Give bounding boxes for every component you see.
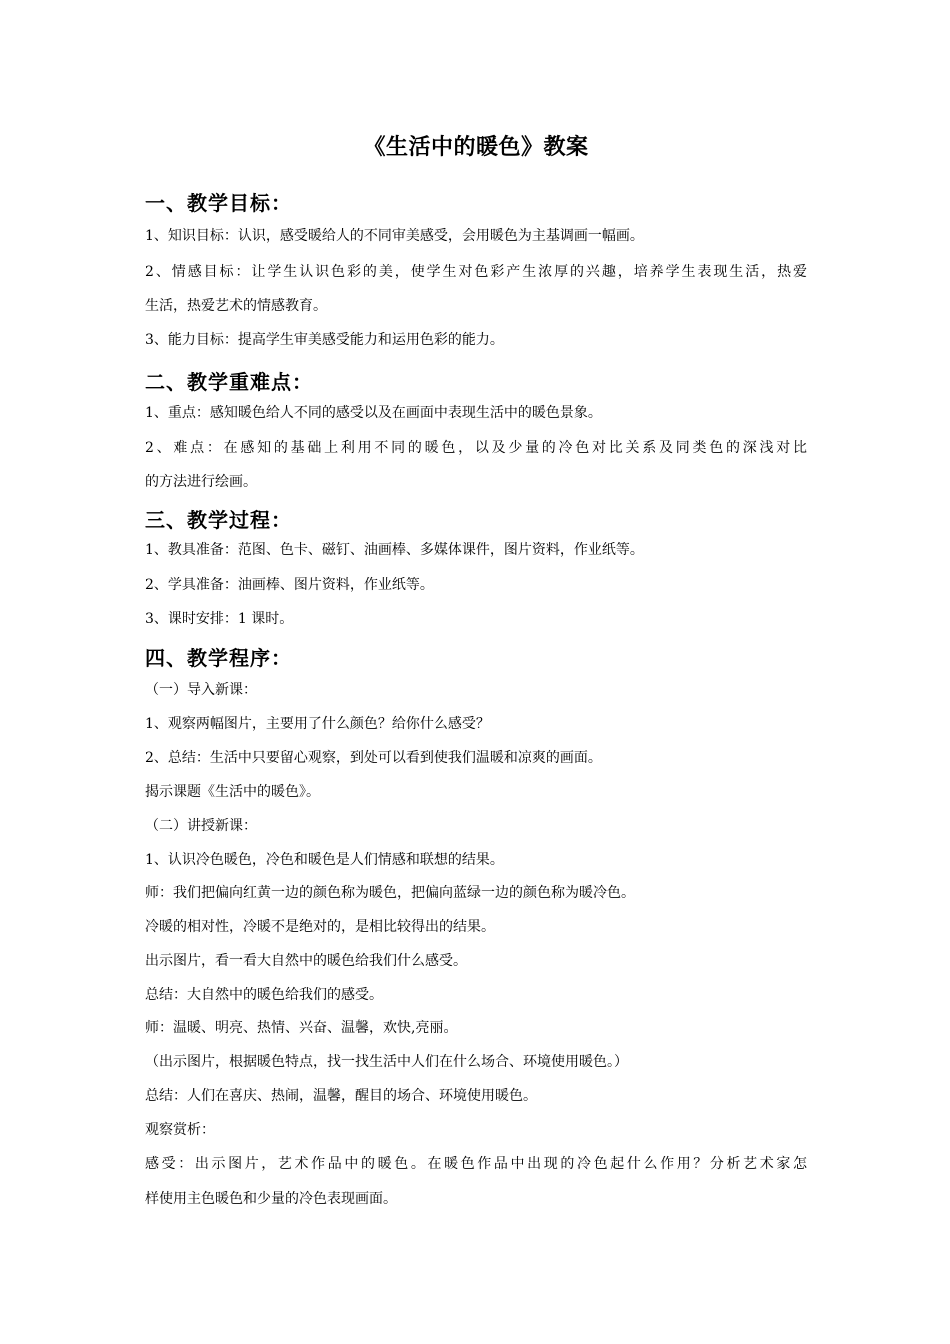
- paragraph-line: 2、情感目标：让学生认识色彩的美，使学生对色彩产生浓厚的兴趣，培养学生表现生活，热爱: [145, 264, 807, 280]
- paragraph-line: 总结：人们在喜庆、热闹，温馨，醒目的场合、环境使用暖色。: [145, 1088, 537, 1104]
- paragraph-line: 1、观察两幅图片，主要用了什么颜色？给你什么感受？: [145, 716, 490, 732]
- paragraph-line: 冷暖的相对性，冷暖不是绝对的，是相比较得出的结果。: [145, 919, 495, 935]
- paragraph-line: 1、知识目标：认识，感受暖给人的不同审美感受，会用暖色为主基调画一幅画。: [145, 228, 644, 244]
- document-title: 《生活中的暖色》教案: [363, 134, 589, 160]
- paragraph-line: 出示图片，看一看大自然中的暖色给我们什么感受。: [145, 953, 467, 969]
- paragraph-line: 1、认识冷色暖色，冷色和暖色是人们情感和联想的结果。: [145, 852, 504, 868]
- paragraph-line: 生活，热爱艺术的情感教育。: [145, 298, 327, 314]
- paragraph-line: 感受：出示图片，艺术作品中的暖色。在暖色作品中出现的冷色起什么作用？分析艺术家怎: [145, 1156, 807, 1172]
- paragraph-line: 的方法进行绘画。: [145, 474, 257, 490]
- paragraph-line: 2、总结：生活中只要留心观察，到处可以看到使我们温暖和凉爽的画面。: [145, 750, 602, 766]
- paragraph-line: 1、重点：感知暖色给人不同的感受以及在画面中表现生活中的暖色景象。: [145, 405, 602, 421]
- paragraph-line: 样使用主色暖色和少量的冷色表现画面。: [145, 1191, 397, 1207]
- section-heading-procedure: 四、教学程序：: [145, 646, 292, 670]
- paragraph-line: 3、能力目标：提高学生审美感受能力和运用色彩的能力。: [145, 332, 504, 348]
- paragraph-line: 3、课时安排：1 课时。: [145, 611, 294, 627]
- paragraph-line: （二）讲授新课：: [145, 818, 257, 834]
- paragraph-line: 总结：大自然中的暖色给我们的感受。: [145, 987, 383, 1003]
- paragraph-line: 师：温暖、明亮、热情、兴奋、温馨，欢快,亮丽。: [145, 1020, 458, 1036]
- paragraph-line: 师：我们把偏向红黄一边的颜色称为暖色，把偏向蓝绿一边的颜色称为暖冷色。: [145, 885, 635, 901]
- paragraph-line: 揭示课题《生活中的暖色》。: [145, 784, 320, 800]
- paragraph-line: （出示图片，根据暖色特点，找一找生活中人们在什么场合、环境使用暖色。）: [145, 1054, 628, 1070]
- section-heading-objectives: 一、教学目标：: [145, 191, 292, 215]
- paragraph-line: 1、教具准备：范图、色卡、磁钉、油画棒、多媒体课件，图片资料，作业纸等。: [145, 542, 644, 558]
- paragraph-line: （一）导入新课：: [145, 682, 257, 698]
- paragraph-line: 观察赏析：: [145, 1122, 215, 1138]
- section-heading-key-points: 二、教学重难点：: [145, 370, 313, 394]
- section-heading-process: 三、教学过程：: [145, 508, 292, 532]
- paragraph-line: 2、学具准备：油画棒、图片资料，作业纸等。: [145, 577, 434, 593]
- paragraph-line: 2、难点：在感知的基础上利用不同的暖色，以及少量的冷色对比关系及同类色的深浅对比: [145, 440, 807, 456]
